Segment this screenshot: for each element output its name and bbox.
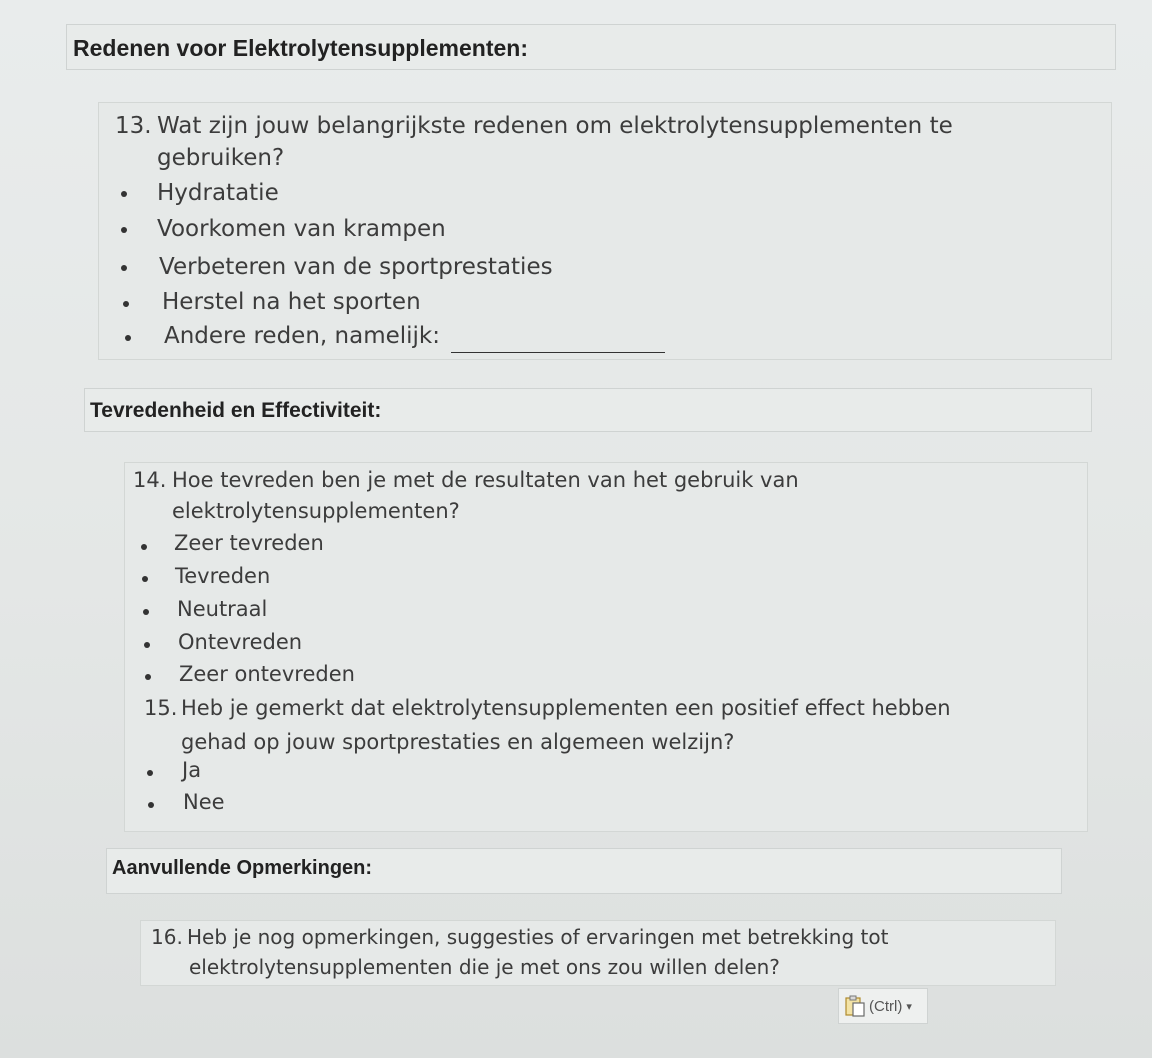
question-16-block — [140, 920, 1056, 986]
question-text: Heb je gemerkt dat elektrolytensupplementen een positief effect hebben — [181, 696, 951, 720]
bullet-icon — [145, 674, 151, 680]
chevron-down-icon: ▾ — [906, 1000, 912, 1013]
question-text: gebruiken? — [157, 145, 285, 171]
section-heading-opmerkingen: Aanvullende Opmerkingen: — [106, 848, 1062, 894]
section-heading-tevredenheid: Tevredenheid en Effectiviteit: — [84, 388, 1092, 432]
question-number: 13. — [115, 113, 152, 139]
option-ontevreden[interactable]: Ontevreden — [178, 630, 303, 654]
question-number: 14. — [133, 468, 167, 492]
bullet-icon — [123, 301, 129, 307]
option-zeer-tevreden[interactable]: Zeer tevreden — [174, 531, 324, 555]
bullet-icon — [125, 335, 131, 341]
option-ja[interactable]: Ja — [182, 758, 202, 782]
question-text: Heb je nog opmerkingen, suggesties of ervaringen met betrekking tot — [187, 925, 889, 949]
bullet-icon — [143, 609, 149, 615]
option-verbeteren-sportprestaties[interactable]: Verbeteren van de sportprestaties — [159, 254, 553, 280]
question-number: 16. — [151, 925, 183, 949]
option-zeer-ontevreden[interactable]: Zeer ontevreden — [179, 662, 355, 686]
paste-options-label: (Ctrl) — [869, 997, 903, 1015]
bullet-icon — [142, 576, 148, 582]
question-14-15-block — [124, 462, 1088, 832]
bullet-icon — [121, 191, 127, 197]
option-tevreden[interactable]: Tevreden — [175, 564, 271, 588]
andere-reden-blank-line[interactable] — [451, 352, 665, 353]
option-voorkomen-van-krampen[interactable]: Voorkomen van krampen — [157, 216, 446, 242]
question-text: elektrolytensupplementen die je met ons zou willen delen? — [189, 955, 780, 979]
bullet-icon — [147, 770, 153, 776]
bullet-icon — [141, 544, 147, 550]
question-13-block — [98, 102, 1112, 360]
paste-options-button[interactable] — [838, 988, 928, 1024]
option-neutraal[interactable]: Neutraal — [177, 597, 268, 621]
question-text: gehad op jouw sportprestaties en algemeen welzijn? — [181, 730, 735, 754]
option-herstel-na-het-sporten[interactable]: Herstel na het sporten — [162, 289, 421, 315]
question-text: Wat zijn jouw belangrijkste redenen om elektrolytensupplementen te — [157, 113, 953, 139]
option-hydratatie[interactable]: Hydratatie — [157, 180, 279, 206]
bullet-icon — [144, 642, 150, 648]
question-number: 15. — [144, 696, 178, 720]
bullet-icon — [121, 265, 127, 271]
section-heading-redenen: Redenen voor Elektrolytensupplementen: — [66, 24, 1116, 70]
bullet-icon — [121, 227, 127, 233]
clipboard-icon — [845, 995, 865, 1017]
question-text: Hoe tevreden ben je met de resultaten van het gebruik van — [172, 468, 799, 492]
option-andere-reden[interactable]: Andere reden, namelijk: — [164, 323, 440, 349]
bullet-icon — [148, 802, 154, 808]
question-text: elektrolytensupplementen? — [172, 499, 460, 523]
option-nee[interactable]: Nee — [183, 790, 225, 814]
